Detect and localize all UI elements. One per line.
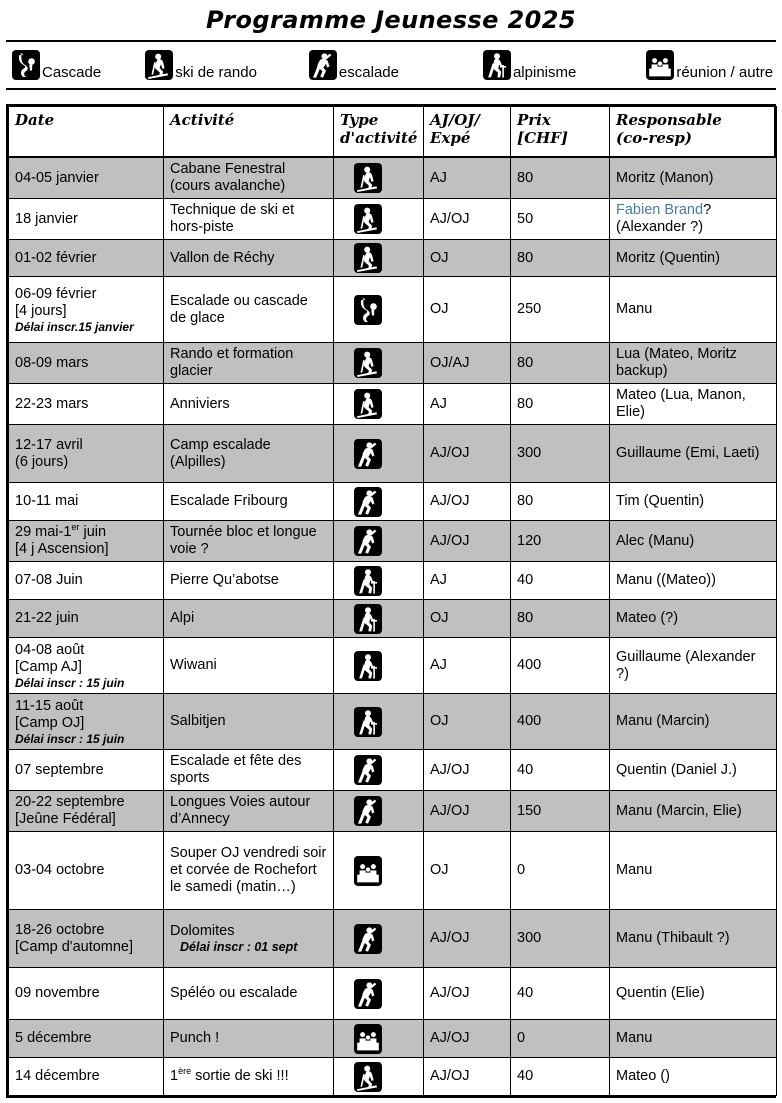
activity-text: Punch ! (170, 1030, 220, 1046)
mountaineer-icon (354, 604, 382, 634)
date-main-text: 22-23 mars (15, 395, 89, 412)
table-row (9, 1058, 777, 1096)
cell-responsible (610, 600, 777, 638)
header-text-ajoj-line1: AJ/OJ/ (430, 111, 480, 129)
cell-activity (164, 384, 334, 425)
legend-label: ski de rando (175, 64, 257, 81)
cell-category: OJ/AJ (424, 343, 511, 384)
responsible-text: Moritz (Manon) (616, 169, 714, 186)
table-row (9, 425, 777, 483)
cell-price: 50 (511, 199, 610, 240)
header-text-resp-line1: Responsable (616, 111, 722, 129)
cell-responsible (610, 157, 777, 199)
table-row (9, 910, 777, 968)
legend-label: escalade (338, 64, 399, 81)
ski-tourer-icon (354, 348, 382, 378)
activity-text: Camp escalade (Alpilles) (170, 436, 271, 470)
meeting-icon (646, 50, 674, 80)
rock-climber-icon (354, 526, 382, 556)
cell-price: 40 (511, 1058, 610, 1096)
cell-activity (164, 750, 334, 791)
cell-category: AJ/OJ (424, 521, 511, 562)
column-header-type (334, 107, 424, 158)
date-main-text: 04-05 janvier (15, 169, 99, 186)
responsible-text: Alec (Manu) (616, 532, 695, 549)
rock-climber-icon (354, 796, 382, 826)
cell-activity (164, 1058, 334, 1096)
cell-price: 150 (511, 791, 610, 832)
legend-label: alpinisme (512, 64, 577, 81)
date-bracket-text: (6 jours) (15, 453, 69, 470)
date-main-text: 09 novembre (15, 985, 100, 1001)
header-text-type-line1: Type (340, 111, 379, 129)
ski-tourer-icon (354, 389, 382, 419)
table-header-row (9, 107, 777, 158)
header-text-activite: Activité (170, 111, 235, 129)
cell-date (9, 832, 164, 910)
mountaineer-icon (354, 651, 382, 681)
responsible-text: Quentin (Daniel J.) (616, 761, 737, 778)
ski-tourer-icon (354, 163, 382, 193)
cell-activity-type (334, 157, 424, 199)
cell-activity (164, 240, 334, 277)
activity-text: Salbitjen (170, 713, 226, 729)
cell-activity-type (334, 199, 424, 240)
date-deadline-note: Délai inscr.15 janvier (15, 319, 134, 334)
date-bracket-text: [4 jours] (15, 302, 67, 319)
cell-activity-type (334, 384, 424, 425)
activity-text: Longues Voies autour d’Annecy (170, 794, 311, 827)
cell-activity (164, 157, 334, 199)
responsible-highlight: Fabien Brand (616, 202, 704, 218)
cell-price: 400 (511, 638, 610, 694)
activity-text: Vallon de Réchy (170, 249, 275, 266)
cell-activity-type (334, 1058, 424, 1096)
date-deadline-note: Délai inscr : 15 juin (15, 675, 125, 690)
column-header-date (9, 107, 164, 158)
cell-activity (164, 343, 334, 384)
date-main-text: 03-04 octobre (15, 862, 105, 878)
activity-text: Cabane Fenestral (cours avalanche) (170, 161, 286, 194)
header-text-type-line2: d'activité (340, 129, 418, 147)
cell-responsible (610, 277, 777, 343)
responsible-text: Quentin (Elie) (616, 985, 705, 1001)
cell-activity (164, 199, 334, 240)
activity-text: Escalade et fête des sports (170, 753, 302, 786)
ice-climber-icon (12, 50, 40, 80)
rock-climber-icon (354, 755, 382, 785)
cell-category: AJ/OJ (424, 791, 511, 832)
cell-date (9, 1058, 164, 1096)
header-text-ajoj-line2: Expé (430, 129, 471, 147)
activity-text: Wiwani (170, 657, 217, 673)
activity-text: Rando et formation glacier (170, 346, 294, 379)
cell-activity (164, 791, 334, 832)
ski-tourer-icon (354, 243, 382, 273)
cell-date (9, 240, 164, 277)
cell-activity-type (334, 694, 424, 750)
column-header-ajoj (424, 107, 511, 158)
activity-text: Technique de ski et hors-piste (170, 202, 295, 235)
cell-responsible (610, 384, 777, 425)
responsible-text: Mateo () (616, 1068, 670, 1084)
rock-climber-icon (354, 487, 382, 517)
date-main-text: 07 septembre (15, 761, 104, 778)
cell-responsible (610, 1058, 777, 1096)
cell-activity (164, 968, 334, 1020)
responsible-text: Mateo (?) (616, 610, 679, 626)
cell-price: 400 (511, 694, 610, 750)
cell-category: AJ/OJ (424, 1058, 511, 1096)
header-text-resp-line2: (co-resp) (616, 129, 692, 147)
responsible-text: Manu ((Mateo)) (616, 572, 716, 588)
cell-activity (164, 562, 334, 600)
cell-price: 80 (511, 157, 610, 199)
rock-climber-icon (354, 979, 382, 1009)
cell-price: 0 (511, 832, 610, 910)
cell-activity-type (334, 277, 424, 343)
cell-date (9, 750, 164, 791)
responsible-text: Manu (616, 1030, 653, 1046)
table-row (9, 157, 777, 199)
cell-responsible (610, 694, 777, 750)
cell-price: 300 (511, 910, 610, 968)
cell-responsible (610, 425, 777, 483)
cell-activity-type (334, 343, 424, 384)
cell-category: AJ (424, 157, 511, 199)
cell-date (9, 483, 164, 521)
mountaineer-icon (354, 707, 382, 737)
table-row (9, 199, 777, 240)
header-text-prix-line2: [CHF] (517, 129, 568, 147)
ski-tourer-icon (354, 204, 382, 234)
cell-category: AJ (424, 562, 511, 600)
responsible-rest: ? (Alexander ?) (616, 202, 712, 235)
cell-responsible (610, 968, 777, 1020)
activity-text: Pierre Qu’abotse (170, 572, 279, 588)
legend-item-escalade (309, 50, 399, 80)
cell-price: 300 (511, 425, 610, 483)
date-bracket-text: [Jeûne Fédéral] (15, 811, 116, 827)
date-bracket-text: [Camp d'automne] (15, 938, 134, 955)
date-bracket-text: [4 j Ascension] (15, 541, 109, 557)
meeting-icon (354, 856, 382, 886)
cell-category: OJ (424, 600, 511, 638)
responsible-text: Manu (Marcin) (616, 713, 710, 729)
schedule-table (8, 106, 777, 1096)
cell-activity (164, 694, 334, 750)
cell-activity (164, 425, 334, 483)
cell-date (9, 600, 164, 638)
cell-activity (164, 1020, 334, 1058)
cell-activity (164, 910, 334, 968)
cell-responsible (610, 910, 777, 968)
cell-responsible (610, 240, 777, 277)
cell-date (9, 638, 164, 694)
rock-climber-icon (354, 439, 382, 469)
cell-activity-type (334, 521, 424, 562)
cell-activity (164, 483, 334, 521)
cell-activity-type (334, 1020, 424, 1058)
cell-price: 0 (511, 1020, 610, 1058)
responsible-text: Manu (Marcin, Elie) (616, 802, 742, 819)
cell-responsible (610, 343, 777, 384)
date-bracket-text: [Camp AJ] (15, 658, 82, 675)
cell-price: 80 (511, 600, 610, 638)
date-main-text: 10-11 mai (15, 493, 79, 509)
page-title: Programme Jeunesse 2025 (206, 6, 576, 34)
cell-date (9, 1020, 164, 1058)
ice-climber-icon (354, 295, 382, 325)
date-deadline-note: Délai inscr : 15 juin (15, 731, 125, 746)
legend-label: Cascade (42, 64, 102, 81)
date-bracket-text: [Camp OJ] (15, 714, 85, 731)
date-main-text: 18-26 octobre (15, 921, 105, 938)
cell-category: OJ (424, 277, 511, 343)
cell-date (9, 384, 164, 425)
cell-category: AJ (424, 384, 511, 425)
cell-price: 80 (511, 240, 610, 277)
legend-item-r-union-autre (646, 50, 773, 80)
cell-responsible (610, 791, 777, 832)
date-main-text: 04-08 août (15, 641, 85, 658)
table-row (9, 277, 777, 343)
column-header-prix (511, 107, 610, 158)
cell-activity-type (334, 638, 424, 694)
ski-tourer-icon (354, 1062, 382, 1092)
cell-date (9, 199, 164, 240)
cell-activity (164, 600, 334, 638)
cell-date (9, 277, 164, 343)
date-main-text: 06-09 février (15, 285, 97, 302)
cell-activity (164, 277, 334, 343)
column-header-responsable (610, 107, 777, 158)
activity-text: 1ère sortie de ski !!! (170, 1066, 289, 1084)
cell-activity-type (334, 750, 424, 791)
table-row (9, 968, 777, 1020)
cell-activity-type (334, 832, 424, 910)
cell-price: 80 (511, 343, 610, 384)
cell-activity-type (334, 600, 424, 638)
cell-activity-type (334, 791, 424, 832)
cell-responsible (610, 483, 777, 521)
date-main-text: 07-08 Juin (15, 572, 83, 588)
legend-label: réunion / autre (676, 64, 774, 81)
activity-text: Anniviers (170, 395, 230, 412)
cell-date (9, 562, 164, 600)
responsible-text: Guillaume (Alexander ?) (616, 648, 756, 682)
cell-activity (164, 832, 334, 910)
cell-responsible (610, 832, 777, 910)
cell-date (9, 343, 164, 384)
date-main-text: 11-15 août (15, 697, 84, 714)
cell-date (9, 694, 164, 750)
activity-deadline-note: Délai inscr : 01 sept (180, 939, 298, 954)
cell-responsible (610, 199, 777, 240)
date-main-text: 29 mai-1er juin (15, 522, 107, 540)
cell-category: AJ/OJ (424, 1020, 511, 1058)
date-main-text: 14 décembre (15, 1068, 100, 1084)
table-row (9, 562, 777, 600)
activity-text: Souper OJ vendredi soir et corvée de Rochefort le samedi (matin…) (170, 845, 327, 895)
table-row (9, 1020, 777, 1058)
cell-category: AJ/OJ (424, 425, 511, 483)
legend-bar (6, 40, 776, 90)
schedule-table-wrapper (6, 104, 776, 1098)
cell-activity-type (334, 483, 424, 521)
table-row (9, 600, 777, 638)
header-text-date: Date (15, 111, 55, 129)
activity-text: Dolomites (170, 922, 235, 939)
cell-date (9, 791, 164, 832)
cell-date (9, 425, 164, 483)
date-main-text: 08-09 mars (15, 354, 89, 371)
cell-category: AJ/OJ (424, 968, 511, 1020)
column-header-activite (164, 107, 334, 158)
cell-category: OJ (424, 240, 511, 277)
rock-climber-icon (354, 924, 382, 954)
cell-activity (164, 638, 334, 694)
cell-category: AJ (424, 638, 511, 694)
cell-category: OJ (424, 694, 511, 750)
activity-text: Alpi (170, 610, 195, 626)
table-row (9, 240, 777, 277)
activity-text: Escalade Fribourg (170, 493, 288, 509)
table-row (9, 638, 777, 694)
cell-responsible (610, 1020, 777, 1058)
cell-price: 40 (511, 750, 610, 791)
date-main-text: 01-02 février (15, 249, 97, 266)
schedule-table-body (9, 157, 777, 1096)
ski-tourer-icon (145, 50, 173, 80)
activity-text: Tournée bloc et longue voie ? (170, 524, 317, 557)
legend-item-alpinisme (483, 50, 576, 80)
responsible-text: Lua (Mateo, Moritz backup) (616, 346, 737, 379)
date-main-text: 18 janvier (15, 210, 78, 227)
legend-item-cascade (12, 50, 101, 80)
cell-price: 80 (511, 384, 610, 425)
legend-item-ski-de-rando (145, 50, 257, 80)
activity-text: Spéléo ou escalade (170, 985, 298, 1001)
mountaineer-icon (354, 566, 382, 596)
cell-responsible (610, 562, 777, 600)
cell-responsible (610, 521, 777, 562)
responsible-text: Manu (Thibault ?) (616, 930, 730, 946)
cell-activity-type (334, 240, 424, 277)
meeting-icon (354, 1024, 382, 1054)
cell-activity (164, 521, 334, 562)
cell-category: AJ/OJ (424, 483, 511, 521)
cell-price: 120 (511, 521, 610, 562)
table-row (9, 694, 777, 750)
table-row (9, 521, 777, 562)
cell-date (9, 968, 164, 1020)
header-text-prix-line1: Prix (517, 111, 551, 129)
cell-category: AJ/OJ (424, 910, 511, 968)
cell-price: 40 (511, 968, 610, 1020)
cell-date (9, 521, 164, 562)
cell-price: 250 (511, 277, 610, 343)
cell-activity-type (334, 910, 424, 968)
date-main-text: 21-22 juin (15, 610, 79, 626)
cell-activity-type (334, 968, 424, 1020)
date-main-text: 20-22 septembre (15, 794, 125, 810)
date-main-text: 5 décembre (15, 1030, 92, 1046)
cell-activity-type (334, 562, 424, 600)
mountaineer-icon (483, 50, 511, 80)
table-row (9, 483, 777, 521)
cell-category: AJ/OJ (424, 199, 511, 240)
cell-date (9, 910, 164, 968)
responsible-text: Tim (Quentin) (616, 493, 705, 509)
activity-text: Escalade ou cascade de glace (170, 292, 308, 326)
cell-price: 40 (511, 562, 610, 600)
date-main-text: 12-17 avril (15, 436, 83, 453)
responsible-text: Manu (616, 862, 653, 878)
table-row (9, 750, 777, 791)
cell-price: 80 (511, 483, 610, 521)
table-row (9, 343, 777, 384)
responsible-text: Moritz (Quentin) (616, 249, 720, 266)
rock-climber-icon (309, 50, 337, 80)
table-row (9, 832, 777, 910)
table-row (9, 384, 777, 425)
cell-date (9, 157, 164, 199)
responsible-text: Mateo (Lua, Manon, Elie) (616, 387, 746, 420)
cell-category: OJ (424, 832, 511, 910)
cell-responsible (610, 638, 777, 694)
responsible-text: Guillaume (Emi, Laeti) (616, 445, 760, 461)
table-row (9, 791, 777, 832)
cell-responsible (610, 750, 777, 791)
cell-activity-type (334, 425, 424, 483)
cell-category: AJ/OJ (424, 750, 511, 791)
responsible-text: Manu (616, 301, 653, 317)
